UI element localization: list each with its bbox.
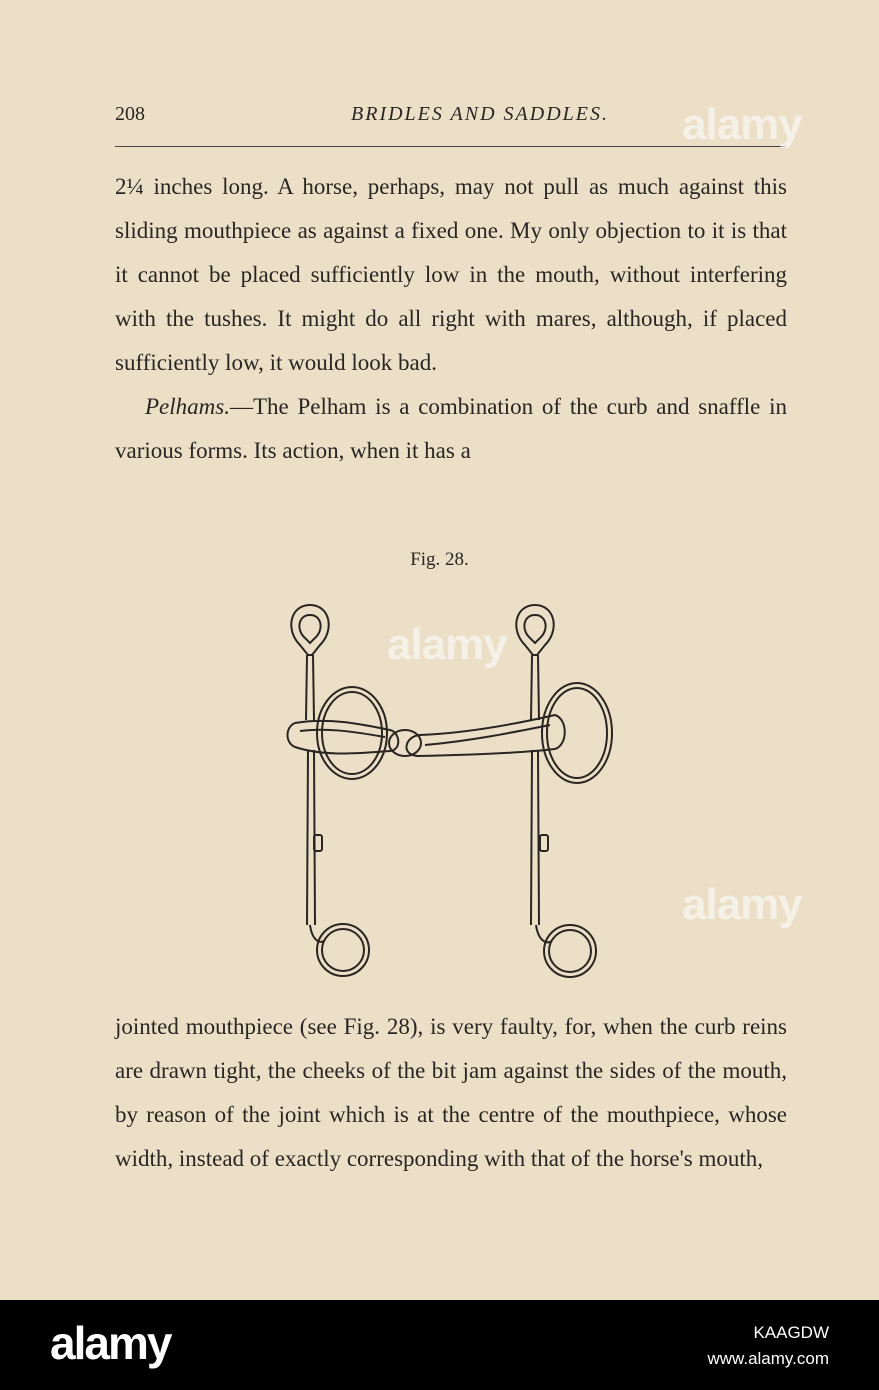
site-url: www.alamy.com	[707, 1349, 829, 1368]
pelhams-heading: Pelhams.	[145, 394, 230, 419]
watermark: alamy	[682, 100, 802, 149]
image-id: KAAGDW	[753, 1323, 829, 1342]
page-number: 208	[115, 103, 145, 125]
book-title: BRIDLES AND SADDLES.	[351, 103, 609, 125]
paragraph: 2¼ inches long. A horse, perhaps, may not pull as much against this sliding mouthpiece as against a fixed one. My only objection to it is that it cannot be placed sufficiently low in the mouth, without interfering with the tushes. It might do all right with mares, although, if placed sufficiently low, it would look bad.	[115, 174, 787, 375]
alamy-logo: alamy	[50, 1317, 171, 1369]
watermark: alamy	[682, 880, 802, 929]
paragraph: jointed mouthpiece (see Fig. 28), is very faulty, for, when the curb reins are drawn tight, the cheeks of the bit jam against the sides of the mouth, by reason of the joint which is at the centre of the mouthpiece, whose width, instead of exactly corresponding with that of the horse's mouth,	[115, 1014, 787, 1171]
figure-caption: Fig. 28.	[410, 549, 469, 570]
body-text-top	[115, 165, 787, 473]
pelhams-paragraph	[115, 385, 787, 473]
image-id-block	[707, 1320, 829, 1372]
pelhams-text: —The Pelham is a combination of the curb and snaffle in various forms. Its action, when it has a	[115, 394, 787, 463]
stock-footer-bar	[0, 1300, 879, 1390]
watermark: alamy	[387, 620, 507, 669]
body-text-bottom	[115, 1005, 787, 1181]
